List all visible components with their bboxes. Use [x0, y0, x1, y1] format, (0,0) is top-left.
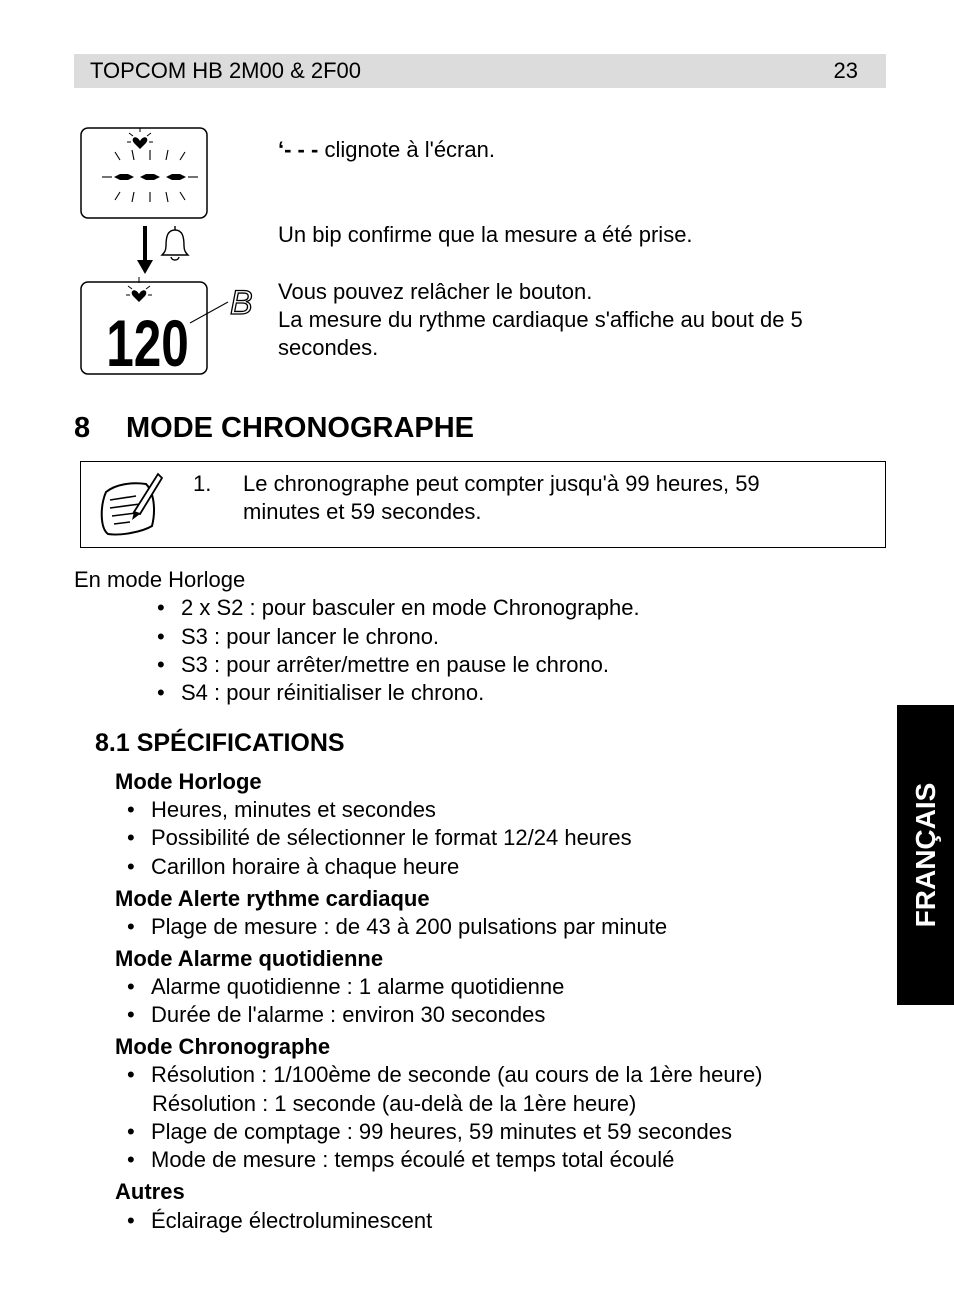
step-result-line2: secondes. — [278, 335, 379, 360]
note-line1: Le chronographe peut compter jusqu'à 99 heures, 59 — [243, 471, 760, 496]
list-item: • Possibilité de sélectionner le format 12/24 heures — [127, 825, 632, 850]
spec-heading: Autres — [115, 1179, 185, 1204]
step-release: Vous pouvez relâcher le bouton. — [278, 279, 593, 304]
callout-label: B — [230, 284, 253, 322]
list-item: • Heures, minutes et secondes — [127, 797, 436, 822]
list-item: • 2 x S2 : pour basculer en mode Chronographe. — [157, 595, 640, 620]
lcd-reading: 120 — [106, 307, 189, 378]
list-item: • Alarme quotidienne : 1 alarme quotidienne — [127, 974, 565, 999]
spec-heading: Mode Alerte rythme cardiaque — [115, 886, 430, 911]
mode-intro: En mode Horloge — [74, 567, 246, 592]
section-number: 8 — [74, 412, 91, 444]
spec-heading: Mode Chronographe — [115, 1034, 331, 1059]
list-item: • Résolution : 1/100ème de seconde (au cours de la 1ère heure) — [127, 1062, 763, 1087]
dash-symbol: ‘- - - — [278, 137, 319, 162]
page-number: 23 — [833, 58, 858, 83]
dash-segments — [114, 174, 186, 180]
step-result-line1: La mesure du rythme cardiaque s'affiche au bout de 5 — [278, 307, 803, 332]
spec-heading: Mode Alarme quotidienne — [115, 946, 384, 971]
list-item: • S4 : pour réinitialiser le chrono. — [157, 680, 485, 705]
language-tab-label: FRANÇAIS — [909, 782, 941, 928]
step-flash — [278, 136, 495, 164]
bell-icon — [162, 226, 188, 260]
step-flash-text: clignote à l'écran. — [318, 137, 495, 162]
section-title: MODE CHRONOGRAPHE — [126, 412, 475, 444]
list-item: • Plage de mesure : de 43 à 200 pulsations par minute — [127, 914, 668, 939]
lcd-display-dashes-illustration — [80, 120, 210, 222]
note-pen-icon — [96, 470, 168, 542]
language-tab — [897, 705, 954, 1005]
note-line2: minutes et 59 secondes. — [243, 499, 482, 524]
document-title: TOPCOM HB 2M00 & 2F00 — [90, 58, 362, 83]
page-header — [74, 54, 886, 88]
list-item: • S3 : pour lancer le chrono. — [157, 624, 440, 649]
list-item: • Plage de comptage : 99 heures, 59 minutes et 59 secondes — [127, 1119, 732, 1144]
list-item: • Durée de l'alarme : environ 30 secondes — [127, 1002, 546, 1027]
spec-heading: Mode Horloge — [115, 769, 262, 794]
list-item: • Carillon horaire à chaque heure — [127, 854, 460, 879]
subsection-title: 8.1 SPÉCIFICATIONS — [95, 729, 345, 757]
list-item-continuation: Résolution : 1 seconde (au-delà de la 1ère heure) — [152, 1091, 637, 1116]
step-beep: Un bip confirme que la mesure a été prise. — [278, 222, 693, 247]
list-item: • Éclairage électroluminescent — [127, 1208, 433, 1233]
note-index: 1. — [193, 471, 212, 496]
lcd-display-heart-rate-illustration — [80, 268, 255, 378]
list-item: • Mode de mesure : temps écoulé et temps total écoulé — [127, 1147, 675, 1172]
list-item: • S3 : pour arrêter/mettre en pause le chrono. — [157, 652, 610, 677]
